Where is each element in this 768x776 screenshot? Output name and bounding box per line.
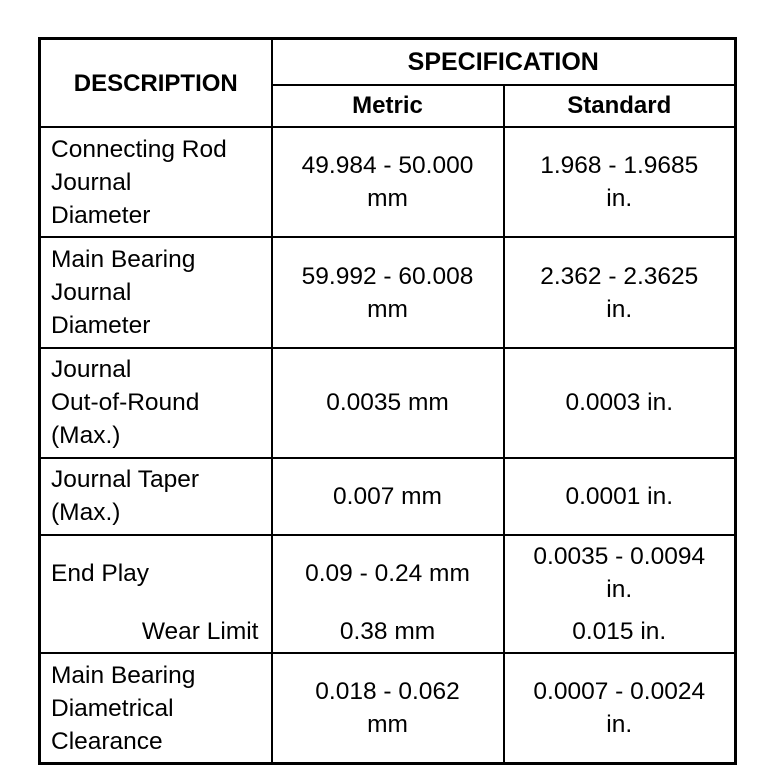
table-row: [40, 237, 736, 347]
table-row: [40, 348, 736, 458]
standard-cell: 1.968 - 1.9685 in.: [504, 127, 736, 237]
description-cell: Main Bearing Journal Diameter: [40, 237, 272, 347]
description-cell: Wear Limit: [40, 611, 272, 653]
standard-cell: 0.0001 in.: [504, 458, 736, 534]
metric-cell: 0.09 - 0.24 mm: [272, 535, 504, 611]
metric-header: Metric: [272, 85, 504, 127]
metric-cell: 0.38 mm: [272, 611, 504, 653]
table-row: [40, 611, 736, 653]
table-row: [40, 458, 736, 534]
standard-cell: 0.0035 - 0.0094 in.: [504, 535, 736, 611]
header-row-top: [40, 39, 736, 85]
specification-table: [38, 37, 737, 765]
standard-cell: 2.362 - 2.3625 in.: [504, 237, 736, 347]
description-cell: Main Bearing Diametrical Clearance: [40, 653, 272, 763]
specification-header: SPECIFICATION: [272, 39, 736, 85]
metric-cell: 49.984 - 50.000 mm: [272, 127, 504, 237]
metric-cell: 0.007 mm: [272, 458, 504, 534]
metric-cell: 59.992 - 60.008 mm: [272, 237, 504, 347]
table-row: [40, 653, 736, 763]
description-header: DESCRIPTION: [40, 39, 272, 127]
description-cell: Journal Out-of-Round (Max.): [40, 348, 272, 458]
description-cell: End Play: [40, 535, 272, 611]
standard-cell: 0.015 in.: [504, 611, 736, 653]
metric-cell: 0.0035 mm: [272, 348, 504, 458]
standard-cell: 0.0007 - 0.0024 in.: [504, 653, 736, 763]
table-row: [40, 535, 736, 611]
description-cell: Journal Taper (Max.): [40, 458, 272, 534]
standard-cell: 0.0003 in.: [504, 348, 736, 458]
standard-header: Standard: [504, 85, 736, 127]
metric-cell: 0.018 - 0.062 mm: [272, 653, 504, 763]
description-cell: Connecting Rod Journal Diameter: [40, 127, 272, 237]
table-row: [40, 127, 736, 237]
